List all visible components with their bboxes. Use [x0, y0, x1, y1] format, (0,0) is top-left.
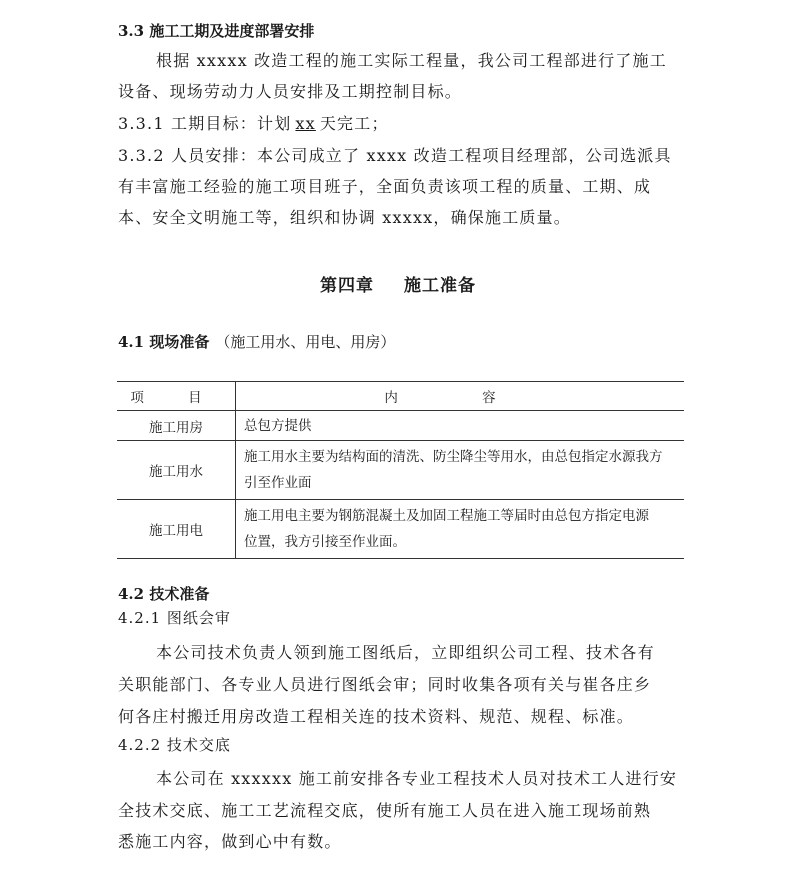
chapter-number: 第四章: [320, 276, 374, 296]
s33-para-line1: 根据 xxxxx 改造工程的施工实际工程量，我公司工程部进行了施工: [156, 51, 667, 70]
s42-p1-line2: 关职能部门、各专业人员进行图纸会审；同时收集各项有关与崔各庄乡: [118, 675, 652, 694]
s42-p1-line1: 本公司技术负责人领到施工图纸后，立即组织公司工程、技术各有: [156, 643, 655, 662]
table-cell-item: 施工用水: [117, 441, 236, 500]
s42-p2-line2: 全技术交底、施工工艺流程交底，使所有施工人员在进入施工现场前熟: [118, 801, 652, 820]
s42-subheading-2: 4.2.2 技术交底: [118, 736, 231, 754]
section-4-1-heading: [118, 331, 395, 352]
s42-p2-line1: 本公司在 xxxxxx 施工前安排各专业工程技术人员对技术工人进行安: [156, 769, 678, 788]
chapter-title: 施工准备: [404, 276, 476, 296]
table-row: [117, 411, 684, 441]
s41-heading-text: 4.1 现场准备: [118, 333, 210, 351]
table-cell-content: 施工用水主要为结构面的清洗、防尘降尘等用水，由总包指定水源我方 引至作业面: [236, 441, 685, 500]
table-header-row: [117, 382, 684, 411]
s33-item2-line3: 本、安全文明施工等，组织和协调 xxxxx，确保施工质量。: [118, 208, 572, 227]
s41-heading-note: （施工用水、用电、用房）: [215, 333, 396, 351]
table-header-content: 内 容: [236, 382, 685, 411]
table-cell-content: 施工用电主要为钢筋混凝土及加固工程施工等届时由总包方指定电源 位置，我方引接至作业面。: [236, 500, 685, 559]
s42-p2-line3: 悉施工内容，做到心中有数。: [118, 832, 342, 851]
table-cell-item: 施工用房: [117, 411, 236, 441]
section-3-3-heading: 3.3 施工工期及进度部署安排: [118, 22, 315, 40]
table-header-item: 项 目: [117, 382, 236, 411]
s33-item2-line1: 3.3.2 人员安排：本公司成立了 xxxx 改造工程项目经理部，公司选派具: [118, 146, 672, 165]
site-preparation-table: [117, 381, 684, 559]
s33-item1-value: xx: [295, 114, 316, 133]
table-row: [117, 500, 684, 559]
s33-item1-suffix: 天完工；: [319, 114, 389, 133]
table-cell-content: 总包方提供: [236, 411, 685, 441]
s33-para-line2: 设备、现场劳动力人员安排及工期控制目标。: [118, 82, 463, 101]
s42-subheading-1: 4.2.1 图纸会审: [118, 609, 231, 627]
s42-p1-line3: 何各庄村搬迁用房改造工程相关连的技术资料、规范、规程、标准。: [118, 707, 635, 726]
table-cell-item: 施工用电: [117, 500, 236, 559]
s33-item1-prefix: 3.3.1 工期目标：计划: [118, 114, 292, 133]
section-4-2-heading: 4.2 技术准备: [118, 585, 210, 603]
table-row: [117, 441, 684, 500]
s33-item2-line2: 有丰富施工经验的施工项目班子，全面负责该项工程的质量、工期、成: [118, 177, 652, 196]
s33-item1: [118, 111, 389, 134]
